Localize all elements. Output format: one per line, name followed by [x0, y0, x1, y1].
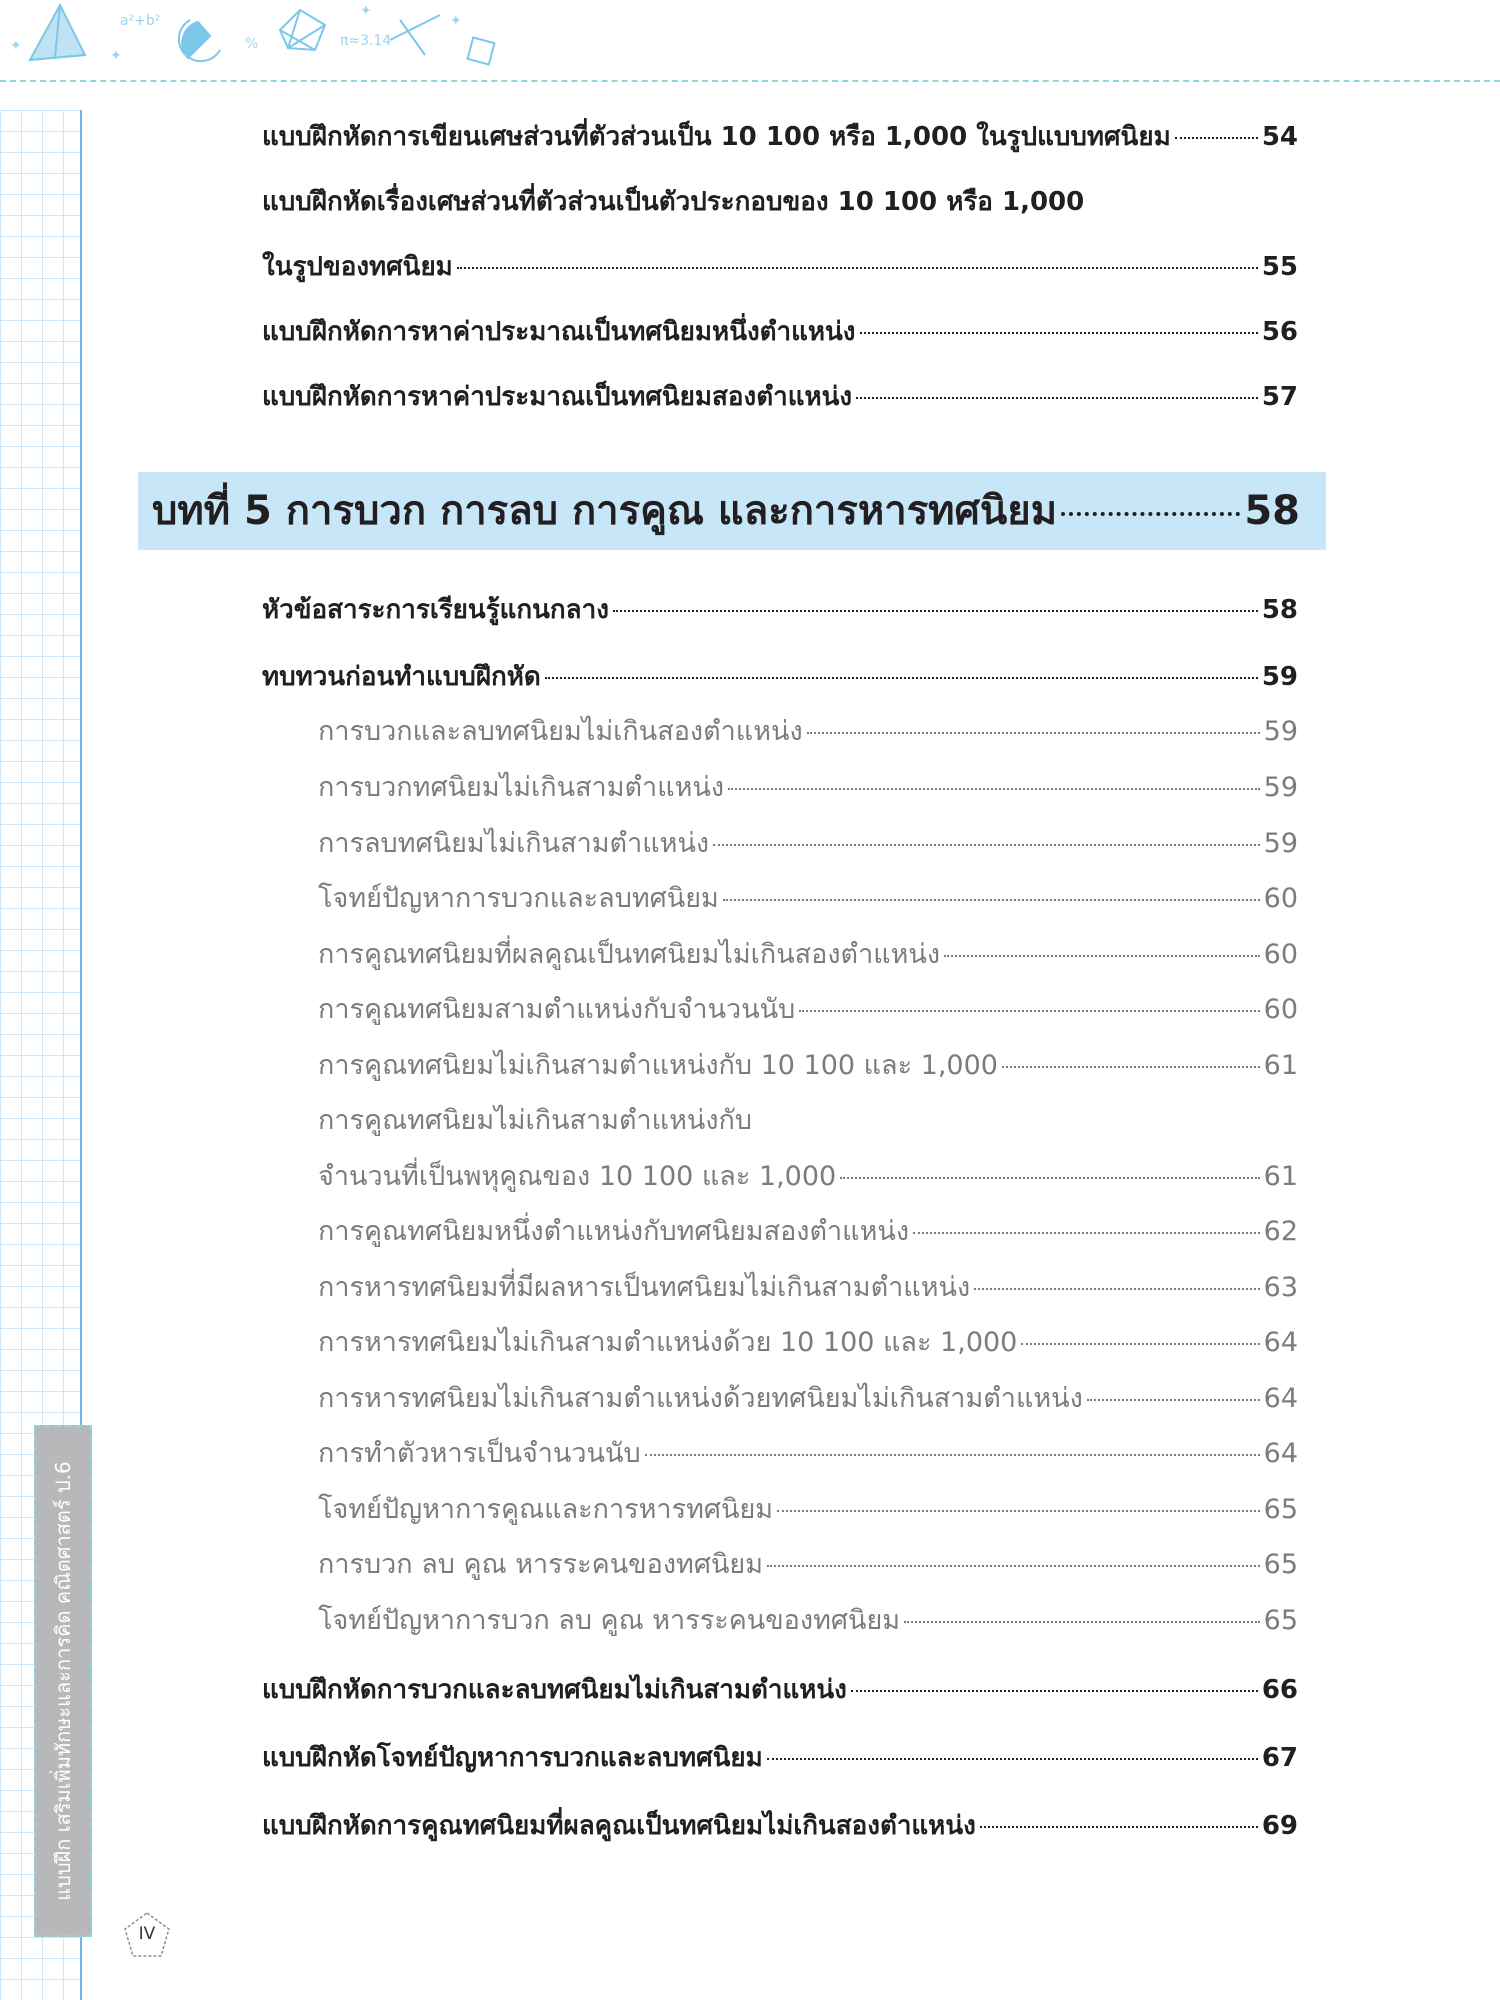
toc-subentry[interactable]: [318, 1157, 1298, 1197]
chapter-heading[interactable]: [152, 482, 1300, 540]
toc-subentry-label: การคูณทศนิยมไม่เกินสามตำแหน่งกับ 10 100 และ 1,000: [318, 1050, 998, 1081]
toc-subentry-page: 62: [1263, 1216, 1298, 1247]
spine-label: แบบฝึก เสริมเพิ่มทักษะและการคิด คณิตศาสตร์ ป.6: [51, 1461, 75, 1901]
svg-text:π≈3.14: π≈3.14: [340, 33, 392, 49]
toc-subentry-label: การคูณทศนิยมที่ผลคูณเป็นทศนิยมไม่เกินสองตำแหน่ง: [318, 939, 941, 970]
toc-subentry-label: การบวกทศนิยมไม่เกินสามตำแหน่ง: [318, 772, 725, 803]
toc-subentry[interactable]: [318, 1101, 752, 1141]
toc-entry-page: 67: [1261, 1743, 1298, 1773]
toc-entry-label: แบบฝึกหัดการคูณทศนิยมที่ผลคูณเป็นทศนิยมไม่เกินสองตำแหน่ง: [262, 1811, 976, 1841]
svg-text:✦: ✦: [450, 13, 462, 29]
dot-leader: [728, 788, 1260, 790]
svg-text:✦: ✦: [110, 48, 122, 64]
toc-entry[interactable]: [262, 590, 1298, 630]
spine-tab: [34, 1425, 92, 1937]
toc-subentry[interactable]: [318, 1434, 1298, 1474]
toc-subentry-label: การลบทศนิยมไม่เกินสามตำแหน่ง: [318, 828, 710, 859]
toc-entry-label: แบบฝึกหัดโจทย์ปัญหาการบวกและลบทศนิยม: [262, 1743, 763, 1773]
dot-leader: [645, 1454, 1260, 1456]
toc-subentry-label: การคูณทศนิยมหนึ่งตำแหน่งกับทศนิยมสองตำแหน่ง: [318, 1216, 910, 1247]
toc-subentry[interactable]: [318, 879, 1298, 919]
dot-leader: [807, 732, 1260, 734]
toc-subentry-page: 59: [1263, 828, 1298, 859]
toc-subentry-page: 63: [1263, 1272, 1298, 1303]
toc-subentry-label: การทำตัวหารเป็นจำนวนนับ: [318, 1438, 641, 1469]
toc-entry-label: หัวข้อสาระการเรียนรู้แกนกลาง: [262, 595, 609, 625]
toc-subentry-label: โจทย์ปัญหาการบวก ลบ คูณ หารระคนของทศนิยม: [318, 1605, 901, 1636]
dot-leader: [904, 1621, 1260, 1623]
dot-leader: [1002, 1066, 1260, 1068]
toc-subentry-page: 60: [1263, 883, 1298, 914]
toc-entry-page: 58: [1261, 595, 1298, 625]
toc-entry-label: ทบทวนก่อนทำแบบฝึกหัด: [262, 662, 541, 692]
toc-subentry[interactable]: [318, 1268, 1298, 1308]
dot-leader: [545, 677, 1258, 679]
toc-subentry-page: 60: [1263, 939, 1298, 970]
dot-leader: [1061, 512, 1240, 516]
toc-subentry-page: 65: [1263, 1549, 1298, 1580]
toc-subentry-page: 65: [1263, 1605, 1298, 1636]
toc-subentry-label: การคูณทศนิยมไม่เกินสามตำแหน่งกับ: [318, 1105, 753, 1136]
svg-text:a²+b²: a²+b²: [120, 13, 161, 29]
toc-subentry-page: 59: [1263, 716, 1298, 747]
chapter-page: 58: [1244, 488, 1300, 534]
toc-subentry-page: 64: [1263, 1438, 1298, 1469]
toc-entry-page: 57: [1261, 382, 1298, 412]
dot-leader: [613, 610, 1258, 612]
dot-leader: [860, 332, 1258, 334]
toc-entry-page: 69: [1261, 1811, 1298, 1841]
dot-leader: [723, 899, 1260, 901]
toc-subentry-label: การคูณทศนิยมสามตำแหน่งกับจำนวนนับ: [318, 994, 796, 1025]
svg-text:✦: ✦: [360, 3, 372, 19]
toc-entry[interactable]: [262, 1738, 1298, 1778]
toc-entry[interactable]: [262, 377, 1298, 417]
toc-subentry[interactable]: [318, 990, 1298, 1030]
svg-text:%: %: [245, 36, 259, 52]
dot-leader: [799, 1010, 1259, 1012]
toc-subentry[interactable]: [318, 935, 1298, 975]
toc-subentry-label: การบวกและลบทศนิยมไม่เกินสองตำแหน่ง: [318, 716, 803, 747]
toc-subentry[interactable]: [318, 1601, 1298, 1641]
dot-leader: [767, 1565, 1260, 1567]
dot-leader: [913, 1232, 1260, 1234]
svg-text:✦: ✦: [10, 38, 22, 54]
toc-subentry[interactable]: [318, 1323, 1298, 1363]
toc-subentry-label: การบวก ลบ คูณ หารระคนของทศนิยม: [318, 1549, 764, 1580]
toc-entry[interactable]: [262, 1670, 1298, 1710]
dot-leader: [457, 267, 1258, 269]
toc-entry-label: แบบฝึกหัดการเขียนเศษส่วนที่ตัวส่วนเป็น 10 100 หรือ 1,000 ในรูปแบบทศนิยม: [262, 122, 1171, 152]
toc-subentry[interactable]: [318, 1379, 1298, 1419]
toc-subentry[interactable]: [318, 1212, 1298, 1252]
toc-subentry[interactable]: [318, 768, 1298, 808]
toc-entry-label: แบบฝึกหัดการบวกและลบทศนิยมไม่เกินสามตำแหน่ง: [262, 1675, 847, 1705]
toc-subentry[interactable]: [318, 1545, 1298, 1585]
dot-leader: [1087, 1399, 1260, 1401]
toc-subentry-label: โจทย์ปัญหาการบวกและลบทศนิยม: [318, 883, 719, 914]
toc-entry-label: ในรูปของทศนิยม: [262, 252, 453, 282]
toc-entry-page: 59: [1261, 662, 1298, 692]
page-number: IV: [138, 1924, 156, 1944]
toc-entry[interactable]: [262, 312, 1298, 352]
toc-subentry[interactable]: [318, 1046, 1298, 1086]
math-doodle-icon: [0, 0, 520, 80]
toc-subentry-page: 60: [1263, 994, 1298, 1025]
toc-subentry-page: 64: [1263, 1383, 1298, 1414]
toc-subentry-label: การหารทศนิยมที่มีผลหารเป็นทศนิยมไม่เกินสามตำแหน่ง: [318, 1272, 971, 1303]
page-number-badge: [122, 1910, 172, 1960]
toc-subentry-page: 65: [1263, 1494, 1298, 1525]
dot-leader: [944, 955, 1260, 957]
toc-subentry-page: 59: [1263, 772, 1298, 803]
toc-entry[interactable]: [262, 247, 1298, 287]
toc-subentry[interactable]: [318, 712, 1298, 752]
dot-leader: [974, 1288, 1260, 1290]
toc-subentry-page: 61: [1263, 1161, 1298, 1192]
toc-entry-page: 54: [1261, 122, 1298, 152]
toc-entry-page: 56: [1261, 317, 1298, 347]
dot-leader: [980, 1826, 1258, 1828]
dot-leader: [767, 1758, 1258, 1760]
toc-subentry[interactable]: [318, 1490, 1298, 1530]
toc-subentry-label: จำนวนที่เป็นพหุคูณของ 10 100 และ 1,000: [318, 1161, 837, 1192]
dot-leader: [856, 397, 1258, 399]
header-divider: [0, 80, 1500, 82]
toc-subentry[interactable]: [318, 824, 1298, 864]
toc-entry[interactable]: [262, 182, 1084, 222]
toc-entry-page: 66: [1261, 1675, 1298, 1705]
toc-entry-page: 55: [1261, 252, 1298, 282]
toc-entry[interactable]: [262, 657, 1298, 697]
toc-entry-label: แบบฝึกหัดเรื่องเศษส่วนที่ตัวส่วนเป็นตัวประกอบของ 10 100 หรือ 1,000: [262, 187, 1085, 217]
dot-leader: [1021, 1343, 1259, 1345]
toc-subentry-label: โจทย์ปัญหาการคูณและการหารทศนิยม: [318, 1494, 774, 1525]
dot-leader: [1175, 137, 1258, 139]
toc-subentry-label: การหารทศนิยมไม่เกินสามตำแหน่งด้วยทศนิยมไม่เกินสามตำแหน่ง: [318, 1383, 1083, 1414]
dot-leader: [713, 844, 1260, 846]
toc-entry-label: แบบฝึกหัดการหาค่าประมาณเป็นทศนิยมสองตำแหน่ง: [262, 382, 853, 412]
toc-entry[interactable]: [262, 117, 1298, 157]
dot-leader: [777, 1510, 1260, 1512]
toc-subentry-label: การหารทศนิยมไม่เกินสามตำแหน่งด้วย 10 100 และ 1,000: [318, 1327, 1018, 1358]
toc-subentry-page: 61: [1263, 1050, 1298, 1081]
toc-entry[interactable]: [262, 1806, 1298, 1846]
dot-leader: [840, 1177, 1259, 1179]
dot-leader: [851, 1690, 1258, 1692]
toc-entry-label: แบบฝึกหัดการหาค่าประมาณเป็นทศนิยมหนึ่งตำแหน่ง: [262, 317, 856, 347]
toc-subentry-page: 64: [1263, 1327, 1298, 1358]
chapter-title: บทที่ 5 การบวก การลบ การคูณ และการหารทศนิยม: [152, 488, 1058, 534]
